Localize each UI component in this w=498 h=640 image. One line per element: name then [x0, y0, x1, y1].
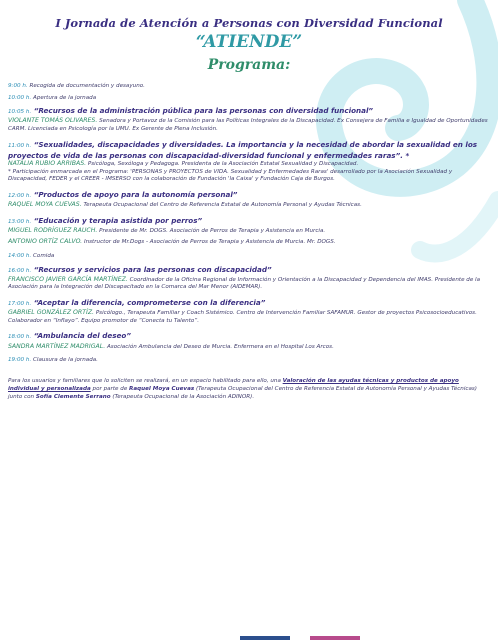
agenda-time: 10:00 h.	[8, 94, 32, 101]
agenda-text: Clausura de la jornada.	[33, 357, 98, 364]
session-time: 10:05 h.	[8, 109, 32, 116]
footer-name: Raquel Moya Cuevas	[129, 385, 195, 392]
session-time: 11:00 h.	[8, 142, 32, 149]
agenda-item-clausura	[8, 357, 490, 365]
footer-text: (Terapeuta Ocupacional del Centro de Referencia Estatal de Autonomía Personal y Ayudas Técnicas) junto con	[8, 385, 477, 400]
session-title: “Ambulancia del deseo”	[33, 331, 131, 341]
session-aceptar-diferencia	[8, 298, 490, 325]
session-recursos-servicios	[8, 265, 490, 292]
event-title: I Jornada de Atención a Personas con Diversidad Funcional	[55, 16, 443, 30]
speaker-bio: Coordinador de la Oficina Regional de Información y Orientación a la Discapacidad y Dependencia del IMAS. Presidente de la Asociación para la Integración del Discapacitado en la Comarca del Mar Menor (AIDEMAR).	[8, 276, 481, 291]
session-time: 18:00 h.	[8, 334, 32, 341]
event-subtitle: “ATIENDE”	[195, 32, 303, 52]
agenda-item-recogida	[8, 83, 490, 91]
speaker-name: ANTONIO ORTÍZ CALVO.	[8, 238, 83, 246]
session-time: 13:00 h.	[8, 218, 32, 225]
speaker-name: GABRIEL GONZÁLEZ ORTÍZ.	[8, 309, 95, 317]
speaker-bio: Instructor de Mr.Dogs - Asociación de Perros de Terapia y Asistencia de Murcia. Mr. DOGS.	[83, 239, 336, 246]
session-sexualidades	[8, 140, 490, 184]
agenda-time: 19:00 h.	[8, 357, 32, 364]
agenda-text: Apertura de la jornada	[33, 94, 97, 101]
footer-text: (Terapeuta Ocupacional de la Asociación ADINOR).	[112, 393, 255, 400]
footer-text: Para los usuarios y familiares que lo soliciten se realizará, en un espacio habilitado para ello, una	[8, 377, 281, 384]
speaker-name: RAQUEL MOYA CUEVAS.	[8, 200, 82, 208]
session-time: 12:00 h.	[8, 192, 32, 199]
speaker-name: NATALIA RUBIO ARRIBAS.	[8, 159, 87, 167]
session-title: “Productos de apoyo para la autonomía personal”	[33, 189, 238, 199]
session-title: “Recursos y servicios para las personas con discapacidad”	[33, 264, 272, 274]
agenda-text: Recogida de documentación y desayuno.	[29, 83, 145, 89]
agenda-time: 9:00 h.	[8, 83, 28, 89]
session-time: 16:00 h.	[8, 267, 32, 274]
footer-name: Sofía Clemente Serrano	[35, 393, 111, 400]
footer-note	[8, 377, 490, 401]
speaker-bio: Asociación Ambulancia del Deseo de Murcia. Enfermera en el Hospital Los Arcos.	[106, 343, 334, 350]
session-title: “Educación y terapia asistida por perros”	[33, 215, 203, 225]
speaker-bio: Terapeuta Ocupacional del Centro de Referencia Estatal de Autonomía Personal y Ayudas Técnicas.	[83, 201, 362, 208]
speaker-bio: Presidente de Mr. DOGS. Asociación de Perros de Terapia y Asistencia en Murcia.	[99, 227, 326, 234]
session-productos-apoyo	[8, 190, 490, 210]
speaker-bio: Psicólogo., Terapeuta Familiar y Coach Sistémico. Centro de Intervención Familiar SAFAMUR. Gestor de proyectos Psicosocioeducativos. Colaborador en “Inflayo”. Equipo promotor de “Conecta tu Talento”.	[8, 310, 477, 324]
speaker-name: FRANCISCO JAVIER GARCÍA MARTÍNEZ.	[8, 275, 128, 283]
agenda-item-comida	[8, 253, 490, 261]
footer-text: por parte de	[92, 385, 128, 392]
agenda-text: Comida	[33, 252, 55, 259]
session-recursos-administracion	[8, 106, 490, 133]
speaker-name: VIOLANTE TOMÁS OLIVARES.	[8, 117, 98, 125]
speaker-name: MIGUEL RODRÍGUEZ RAUCH.	[8, 226, 98, 234]
session-ambulancia-deseo	[8, 331, 490, 351]
speaker-bio: Psicóloga, Sexóloga y Pedagoga. Presidenta de la Asociación Estatal Sexualidad y Discapacidad.	[87, 160, 359, 167]
programa-heading: Programa:	[207, 57, 291, 73]
agenda-item-apertura	[8, 95, 490, 103]
session-title: “Aceptar la diferencia, comprometerse con la diferencia”	[33, 297, 266, 307]
session-time: 17:00 h.	[8, 300, 32, 307]
footer-highlight: Valoración de las ayudas técnicas y productos de apoyo individual y personalizada	[8, 377, 459, 392]
speaker-bio: Senadora y Portavoz de la Comisión para las Políticas Integrales de la Discapacidad. Ex Consejera de Familia e Igualdad de Oportunidades CARM. Licenciada en Psicología por la UMU. Ex Gerente de Plena Inclusión.	[8, 118, 488, 132]
speaker-name: SANDRA MARTÍNEZ MADRIGAL.	[8, 342, 106, 350]
agenda-time: 14:00 h.	[8, 252, 32, 259]
session-terapia-perros	[8, 216, 490, 247]
session-note: * Participación enmarcada en el Programa: 'PERSONAS y PROYECTOS de VIDA. Sexualidad y Enfermedades Raras' desarrollado por la Asociación Sexualidad y Discapacidad, FEDER y el CREER - IMSERSO con la colaboración de Fundación 'la Caixa' y Fundación Caja de Burgos.	[8, 168, 453, 183]
session-title: “Sexualidades, discapacidades y diversidades. La importancia y la necesidad de abordar la sexualidad en los proyectos de vida de las personas con discapacidad-diversidad funcional y enfermedades raras”. *	[8, 139, 478, 160]
session-title: “Recursos de la administración pública para las personas con diversidad funcional”	[33, 106, 374, 116]
